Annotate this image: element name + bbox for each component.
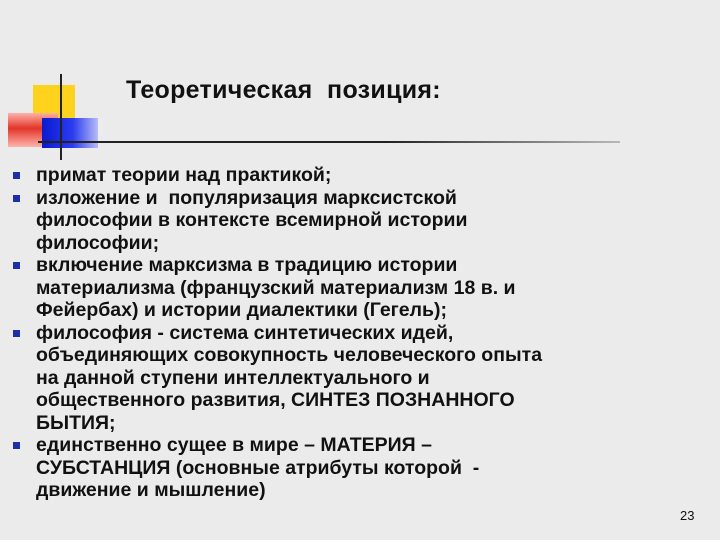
item-line: на данной ступени интеллектуального и: [36, 366, 430, 389]
square-bullet-icon: [13, 442, 20, 449]
item-line: движение и мышление): [36, 479, 266, 501]
bullet-list: [10, 164, 700, 502]
item-line: философия - система синтетических идей,: [36, 321, 454, 344]
slide-title: Теоретическая позиция:: [126, 76, 441, 104]
decor-blue-bar: [42, 118, 98, 148]
decor-vertical-line: [60, 74, 62, 160]
item-line: философии в контексте всемирной истории: [36, 209, 468, 231]
square-bullet-icon: [13, 172, 20, 179]
square-bullet-icon: [13, 330, 20, 337]
square-bullet-icon: [13, 195, 20, 202]
list-item: [10, 164, 700, 187]
item-line: Фейербах) и истории диалектики (Гегель);: [36, 299, 448, 321]
item-line: материализма (французский материализм 18 в. и: [36, 276, 516, 299]
item-line: философии;: [36, 231, 160, 254]
item-line: объединяющих совокупность человеческого опыта: [36, 344, 543, 366]
list-item: [10, 434, 700, 502]
square-bullet-icon: [13, 262, 20, 269]
item-line: изложение и популяризация марксистской: [36, 186, 457, 209]
item-line: СУБСТАНЦИЯ (основные атрибуты которой -: [36, 456, 480, 479]
list-item: [10, 322, 700, 435]
title-underline: [38, 141, 620, 143]
page-number: 23: [680, 508, 695, 523]
item-line: единственно сущее в мире – МАТЕРИЯ –: [36, 434, 432, 456]
item-line: включение марксизма в традицию истории: [36, 254, 458, 276]
list-item: [10, 187, 700, 255]
item-line: БЫТИЯ;: [36, 411, 116, 434]
item-line: общественного развития, СИНТЕЗ ПОЗНАННОГО: [36, 389, 515, 411]
item-line: примат теории над практикой;: [36, 164, 332, 186]
list-item: [10, 254, 700, 322]
